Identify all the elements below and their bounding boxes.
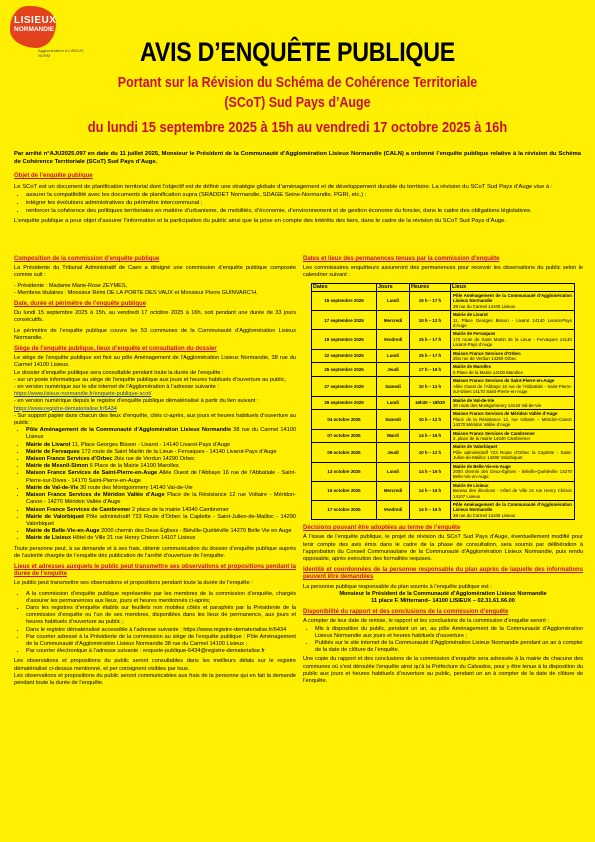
location-name: Maison France Services de Saint-Pierre-en-Auge	[453, 378, 555, 384]
duree-text: Du lundi 15 septembre 2025 à 15h, au vendredi 17 octobre 2025 à 16h, soit pendant une durée de 33 jours consécutifs.	[14, 310, 296, 324]
cell-location	[451, 481, 575, 500]
lieu-name: Mairie de Livarot	[26, 441, 71, 448]
obs-item: • Par courrier électronique à l’adresse suivante : enquete-publique-6434@registre-dematerialise.fr	[26, 648, 296, 655]
table-row	[312, 311, 575, 330]
table-row	[312, 330, 575, 349]
location-name: Mairie de Fervaques	[453, 331, 496, 337]
copie-text: Toute personne peut, à sa demande et à ses frais, obtenir communication du dossier d’enquête publique auprès de l’autorité chargée de l’enquête dès publication de l’arrêté d’ouverture de l’enquête.	[14, 545, 296, 559]
cell-day: Samedi	[377, 410, 410, 429]
cell-location	[451, 501, 575, 520]
dossier-web: - en version numérique sur le site internet de l’Agglomération à l’adresse suivante :	[14, 384, 219, 391]
location-name: Mairie de Livarot	[453, 312, 488, 318]
location-address: Place de la Résistance 12, rue Voltaire – Méridon-Canon 14270 Méridon Vallée d’Auge	[453, 416, 572, 428]
lieu-address: 11, Place Georges Bisson - Livarot - 14140 Livarot-Pays d’Auge	[70, 441, 231, 448]
objet-after: L’enquête publique a pour objet d’assurer l’information et la participation du public ainsi que la prise en compte des intérêts des tiers, dans le cadre de la révision du SCoT Sud Pays d’Auge.	[14, 218, 507, 225]
lieu-name: Maison France Services de Méridon Vallée d’Auge	[26, 492, 165, 499]
cell-date: 27 septembre 2025	[312, 377, 377, 396]
lieu-item	[26, 456, 296, 463]
cell-location	[451, 462, 575, 481]
objet-item: • assurer la compatibilité avec les documents de planification supra (SRADDET Normandie, SDAGE Seine-Normandie, PGRI, etc.) ;	[26, 191, 581, 199]
siege-heading: Siège de l’enquête publique, lieux d’enquête et consultation du dossier	[14, 346, 217, 353]
objet-heading: Objet de l’enquête publique	[14, 173, 93, 180]
cell-date: 15 octobre 2025	[312, 481, 377, 500]
rapport-item: • Publiés sur le site internet de la Communauté d’Agglomération Lisieux Normandie pendant un an à compter de la date de clôture de l’enquête.	[315, 640, 583, 654]
objet-item: • intégrer les évolutions administratives du périmètre intercommunal ;	[26, 199, 581, 207]
location-name: Maison France Services de Méridon Vallée d’Auge	[453, 411, 558, 417]
intro-block	[14, 150, 581, 226]
location-address: 38 rue du Carmel 14100 Lisieux	[453, 512, 516, 518]
cell-date: 07 octobre 2025	[312, 429, 377, 443]
link-registre[interactable]: https://www.registre-dematerialise.fr/6434	[14, 405, 117, 412]
cell-date: 29 septembre 2025	[312, 396, 377, 410]
cell-day: Lundi	[377, 349, 410, 363]
perm-text: Les commissaires enquêteurs assureront des permanences pour recevoir les observations du public selon le calendrier suivant :	[303, 265, 583, 279]
cell-day: Lundi	[377, 292, 410, 311]
duree-heading: Date, durée et périmètre de l’enquête publique	[14, 301, 147, 308]
cell-date: 25 septembre 2025	[312, 363, 377, 377]
lieu-name: Maison France Services de Saint-Pierre-en-Auge	[26, 470, 158, 477]
location-name: Mairie de Valorbiquet	[453, 444, 498, 450]
col-header-dates: Dates	[312, 283, 377, 291]
table-row	[312, 377, 575, 396]
cell-hours: 16h30 – 18h30	[410, 396, 451, 410]
lieu-item	[26, 470, 296, 484]
cell-hours: 17 h – 19 h	[410, 363, 451, 377]
cell-day: Samedi	[377, 377, 410, 396]
cell-day: Vendredi	[377, 330, 410, 349]
lieu-address: 2bis rue de Verdun 14290 Orbec	[112, 456, 195, 463]
table-row	[312, 349, 575, 363]
cell-day: Jeudi	[377, 363, 410, 377]
page-title: AVIS D’ENQUÊTE PUBLIQUE	[140, 37, 455, 67]
lieu-item	[26, 507, 296, 514]
cell-location	[451, 330, 575, 349]
subtitle-line1: Portant sur la Révision du Schéma de Cohérence Territoriale	[117, 75, 478, 91]
lieux-list	[14, 427, 296, 542]
dossier-registre: - en version numérique depuis le registre d’enquête publique dématérialisé à partir du lien suivant :	[14, 398, 259, 405]
lieu-address: 30 route des Montgommery 14140 Val-de-Vie	[78, 484, 193, 491]
location-name: Mairie de Lisieux	[453, 482, 489, 488]
obs-after2: Les observations et propositions du public seront communicables aux frais de la personne qui en fait la demande pendant toute la durée de l’enquête.	[14, 672, 296, 686]
rapport-text: A compter de leur date de remise, le rapport et les conclusions de la commission d’enquête seront :	[303, 618, 549, 625]
table-row	[312, 396, 575, 410]
cell-day: Lundi	[377, 462, 410, 481]
cell-day: Mardi	[377, 429, 410, 443]
lieu-item	[26, 492, 296, 506]
cell-location	[451, 311, 575, 330]
cell-day: Jeudi	[377, 443, 410, 462]
obs-item: • Dans le registre dématérialisé accessible à l’adresse suivante : https://www.registre-dematerialise.fr/6434	[26, 627, 296, 634]
lieu-address: Hôtel de Ville 21 rue Henry Chéron 14107 Lisieux	[71, 535, 196, 542]
support-text: - Sur support papier dans chacun des lieux d’enquête, cités ci-après, aux jours et heures habituels d’ouverture au public :	[14, 412, 296, 427]
lieu-item	[26, 514, 296, 528]
table-row	[312, 429, 575, 443]
location-address: 6 Place de la Mairie 14100 Marolles	[453, 369, 523, 375]
cell-hours: 15 h – 17 h	[410, 330, 451, 349]
logo-line1: LISIEUX	[14, 15, 57, 26]
location-address: 11, Place Georges Bisson - Livarot 14140 Livarot-Pays d’Auge	[453, 317, 572, 329]
table-row	[312, 292, 575, 311]
cell-date: 04 octobre 2025	[312, 410, 377, 429]
lieu-address: Allée Ouest de l’Abbaye 16 rue de l’Abbatiale - Saint-Pierre-sur-Dives - 14170 Saint-Pierre-en-Auge	[26, 470, 297, 484]
cell-day: Lundi	[377, 396, 410, 410]
cell-location	[451, 292, 575, 311]
cell-hours: 10 h – 12 h	[410, 311, 451, 330]
link-scot[interactable]: https://www.lisieux-normandie.fr/enquete-publique-scot/	[14, 391, 152, 398]
cell-day: Mercredi	[377, 311, 410, 330]
col-header-lieux: Lieux	[451, 283, 575, 291]
permanences-table	[311, 283, 575, 521]
obs-item: • Dans les registres d’enquête établis sur feuillets non mobiles côtés et paraphés par la Présidente de la commission d’enquête ou l’un de ses membres, disponibles dans les lieux de permanence, aux jours et heures habituels d’ouverture au public ;	[26, 605, 296, 627]
cell-date: 15 septembre 2025	[312, 292, 377, 311]
lieu-item	[26, 463, 296, 470]
cell-location	[451, 410, 575, 429]
dossier-text: Le dossier d’enquête publique sera consultable pendant toute la durée de l’enquête :	[14, 369, 224, 376]
location-name: Maison France Services de Cambremer	[453, 430, 535, 436]
lieu-item	[26, 442, 296, 449]
right-column	[303, 252, 583, 688]
lieu-name: Mairie de Lisieux	[26, 535, 72, 542]
commission-members: - Membres titulaires : Monsieur Rémi DE LA PORTE DES VAUX et Monsieur Pierre GUINVARC’H.	[14, 289, 258, 296]
dates-line: du lundi 15 septembre 2025 à 15h au vendredi 17 octobre 2025 à 16h	[87, 119, 508, 136]
obs-item: • A la commission d’enquête publique représentée par les membres de la commission d’enquête, chargés d’assurer les permanences aux lieux, jours et heures mentionnés ci-après;	[26, 591, 296, 605]
location-address: 2000 chemin des Deux-Églises - Biéville-Quétiéville 14270 Belle-Vie-en-Auge	[453, 468, 572, 480]
obs-item: • Par courrier adressé à la Présidente de la commission au siège de l’enquête publique : Pôle Aménagement de la Communauté d’Agglomération Lisieux Normandie 38 rue du Carmel 14100 Lisieux ;	[26, 634, 296, 648]
identite-name: Monsieur le Président de la Communauté d’Agglomération Lisieux Normandie	[339, 590, 547, 597]
location-address: 38 rue du Carmel 14100 Lisieux	[453, 303, 516, 309]
lieu-item	[26, 485, 296, 492]
left-column	[14, 252, 296, 687]
intro-text: Par arrêté n°AJU2025.097 en date du 11 juillet 2025, Monsieur le Président de la Communauté d’Agglomération Lisieux Normandie (CALN) a ordonné l’enquête publique relative à la révision du Schéma de Cohérence Territoriale (SCoT) Sud Pays d’Auge.	[14, 151, 581, 166]
perimetre-text: Le périmètre de l’enquête publique couvre les 53 communes de la Communauté d’Agglomération Lisieux Normandie.	[14, 327, 296, 341]
lieu-name: Maison France Services de Cambremer	[26, 506, 131, 513]
lieu-address: 2000 chemin des Deux-Églises - Biéville-Quétiéville 14270 Belle Vie en Auge	[99, 528, 292, 535]
cell-hours: 10 h – 12 h	[410, 377, 451, 396]
cell-date: 17 septembre 2025	[312, 311, 377, 330]
location-address: 172 route de Saint Martin de la Lieue - Fervaques 14140 Livarot-Pays d’Auge	[453, 336, 572, 348]
table-row	[312, 363, 575, 377]
table-row	[312, 410, 575, 429]
lieu-item	[26, 528, 296, 535]
identite-address: 11 place F. Mitterrand– 14100 LISIEUX – 02.31.61.66.00	[371, 598, 515, 605]
lieu-item	[26, 535, 296, 542]
cell-hours: 15 h – 17 h	[410, 349, 451, 363]
cell-hours: 14 h – 16 h	[410, 501, 451, 520]
table-row	[312, 481, 575, 500]
lieu-address: 2 place de la mairie 14340 Cambremer	[130, 506, 229, 513]
col-header-heures: Heures	[410, 283, 451, 291]
cell-date: 17 octobre 2025	[312, 501, 377, 520]
location-address: Bureau des élections - Hôtel de Ville 21 rue Henry Chéron 14107 Lisieux	[453, 488, 572, 499]
logo-line2: NORMANDIE	[14, 26, 55, 33]
location-name: Maison France Services d’Orbec	[453, 350, 521, 356]
table-row	[312, 443, 575, 462]
cell-location	[451, 429, 575, 443]
cell-date: 09 octobre 2025	[312, 443, 377, 462]
lieu-name: Pôle Aménagement de la Communauté d’Agglomération Lisieux Normandie	[26, 427, 232, 434]
commission-text: La Présidente du Tribunal Administratif de Caen a désigné une commission d’enquête publique composée comme suit :	[14, 265, 296, 279]
lieu-item	[26, 427, 296, 441]
lieu-address: 6 Place de la Mairie 14100 Marolles	[88, 463, 179, 470]
cell-hours: 14 h – 16 h	[410, 429, 451, 443]
location-address: 30 route des Montgommery 14140 Val-de-Vie	[453, 402, 542, 408]
objet-item: • renforcer la cohérence des politiques territoriales en matière d’urbanisme, de mobilités, d’économie, d’environnement et de gestion économe du foncier, dans le cadre des obligations législatives.	[26, 207, 581, 215]
lieu-address: Place de la Résistance 12 rue Voltaire - Méridon-Canon - 14270 Méridon Vallée d’Auge	[26, 492, 297, 506]
cell-date: 13 octobre 2025	[312, 462, 377, 481]
lieu-name: Mairie de Belle-Vie-en-Auge	[26, 528, 100, 535]
lieu-name: Mairie de Valorbiquet	[26, 513, 84, 520]
obs-text: Le public peut transmettre ses observations et propositions pendant toute la durée de l’enquête :	[14, 580, 253, 587]
rapport-after: Une copie du rapport et des conclusions de la commission d’enquête sera adressée à la mairie de chacune des communes où s’est déroulée l’enquête ainsi qu’à la Préfecture du Calvados, pour y être tenue à la disposition du public aux jours et heures habituels d’ouverture au public, pendant un an à compter de la date de clôture de l’enquête.	[303, 656, 583, 685]
cell-location	[451, 377, 575, 396]
subtitle-line2: (SCoT) Sud Pays d’Auge	[224, 95, 371, 111]
lieu-address: 172 route de Saint Martin de la Lieue - Fervaques - 14140 Livarot-Pays d’Auge	[79, 448, 277, 455]
table-row	[312, 501, 575, 520]
cell-hours: 14 h – 16 h	[410, 481, 451, 500]
location-address: 2bis rue de Verdun 14290 Orbec	[453, 356, 517, 362]
lieu-name: Mairie de Val-de-Vie	[26, 484, 79, 491]
location-address: Allée Ouest de l’Abbaye 16 rue de l’Abbatiale - Saint-Pierre-sur-Dives 14170 Saint-Pierre-en-Auge	[453, 383, 572, 395]
cell-location	[451, 443, 575, 462]
lieu-address: 38 rue du Carmel 14100 Lisieux	[26, 427, 296, 441]
location-name: Mairie de Marolles	[453, 364, 492, 370]
table-row	[312, 462, 575, 481]
cell-location	[451, 349, 575, 363]
identite-heading: Identité et coordonnées de la personne responsable du plan auprès de laquelle des informations peuvent être demandées	[303, 567, 583, 581]
cell-location	[451, 396, 575, 410]
cell-date: 22 septembre 2025	[312, 349, 377, 363]
location-name: Mairie de Belle-Vie-en-Auge	[453, 463, 511, 469]
logo-sub: Agglomération à LISIEUX NORM	[38, 48, 84, 58]
cell-date: 19 septembre 2025	[312, 330, 377, 349]
cell-hours: 10 h – 12 h	[410, 443, 451, 462]
location-name: Pôle Aménagement de la Communauté d’Agglomération Lisieux Normandie	[453, 502, 572, 513]
cell-hours: 10 h – 12 h	[410, 410, 451, 429]
location-address: 2, place de la mairie 14340 Cambremer	[453, 435, 531, 441]
commission-president: - Présidente : Madame Marie-Rose ZEYMES,	[14, 282, 128, 289]
lieu-name: Mairie de Fervaques	[26, 448, 80, 455]
perm-heading: Dates et lieux des permanences tenues par la commission d’enquête	[303, 256, 500, 262]
decisions-text: À l’issue de l’enquête publique, le projet de révision du SCoT Sud Pays d’Auge, éventuellement modifié pour tenir compte des avis émis dans le cadre de la phase de consultation, sera soumis par délibération à l’approbation du Conseil Communautaire de la Communauté d’Agglomération Lisieux Normandie, puis rendu opposable, après exécution des formalités requises.	[303, 534, 583, 563]
objet-text: Le SCoT est un document de planification territorial dont l’objectif est de définir une stratégie globale d’aménagement et de développement durable du territoire. La révision du SCoT Sud Pays d’Auge vise à :	[14, 183, 553, 190]
location-name: Pôle Aménagement de la Communauté d’Agglomération Lisieux Normandie	[453, 293, 572, 304]
rapport-list	[303, 626, 583, 655]
obs-after: Les observations et propositions du public seront consultables dans les meilleurs délais sur le registre dématérialisé ci-dessus mentionné, et per consignent visibles par tous.	[14, 658, 296, 672]
cell-location	[451, 363, 575, 377]
lieu-address: Pôle administratif 723 Route d’Orbec la Caplette - Saint-Julien-de-Mailloc - 14290 Valorbiquet	[26, 513, 297, 527]
siege-text: Le siège de l’enquête publique est fixé au pôle Aménagement de l’Agglomération Lisieux Normandie, 38 rue du Carmel 14100 Lisieux.	[14, 355, 296, 369]
location-name: Mairie de Val-de-Vie	[453, 397, 495, 403]
cell-hours: 14 h – 16 h	[410, 462, 451, 481]
rapport-heading: Disponibilité du rapport et des conclusions de la commission d’enquête	[303, 609, 509, 616]
rapport-item: • Mis à disposition du public, pendant un an, au pôle Aménagement de la Communauté d’Agglomération Lisieux Normandie aux jours et heures habituels d’ouverture ;	[315, 626, 583, 640]
col-header-jours: Jours	[377, 283, 410, 291]
identite-text: La personne publique responsable du plan soumis à l’enquête publique est :	[303, 583, 492, 590]
objet-list	[14, 191, 581, 216]
lieu-item	[26, 449, 296, 456]
location-address: Pôle administratif 723 Route d’Orbec la Caplette - Saint-Julien-de-Mailloc 14290 Valorbiquet	[453, 449, 572, 461]
cell-day: Mercredi	[377, 481, 410, 500]
decisions-heading: Décisions pouvant être adoptées au terme de l’enquête	[303, 525, 461, 532]
commission-heading: Composition de la commission d’enquête publique	[14, 256, 160, 262]
lieu-name: Maison France Services d’Orbec	[26, 456, 113, 463]
obs-list	[14, 591, 296, 656]
lieu-name: Mairie de Mesnil-Simon	[26, 463, 89, 470]
obs-heading: Lieux et adresses auxquels le public peut transmettre ses observations et propositions pendant la durée de l’enquête	[14, 563, 296, 578]
dossier-papier: - sur un poste informatique au siège de l’enquête publique aux jours et heures habituels d’ouverture au public,	[14, 376, 287, 383]
cell-day: Vendredi	[377, 501, 410, 520]
cell-hours: 15 h – 17 h	[410, 292, 451, 311]
